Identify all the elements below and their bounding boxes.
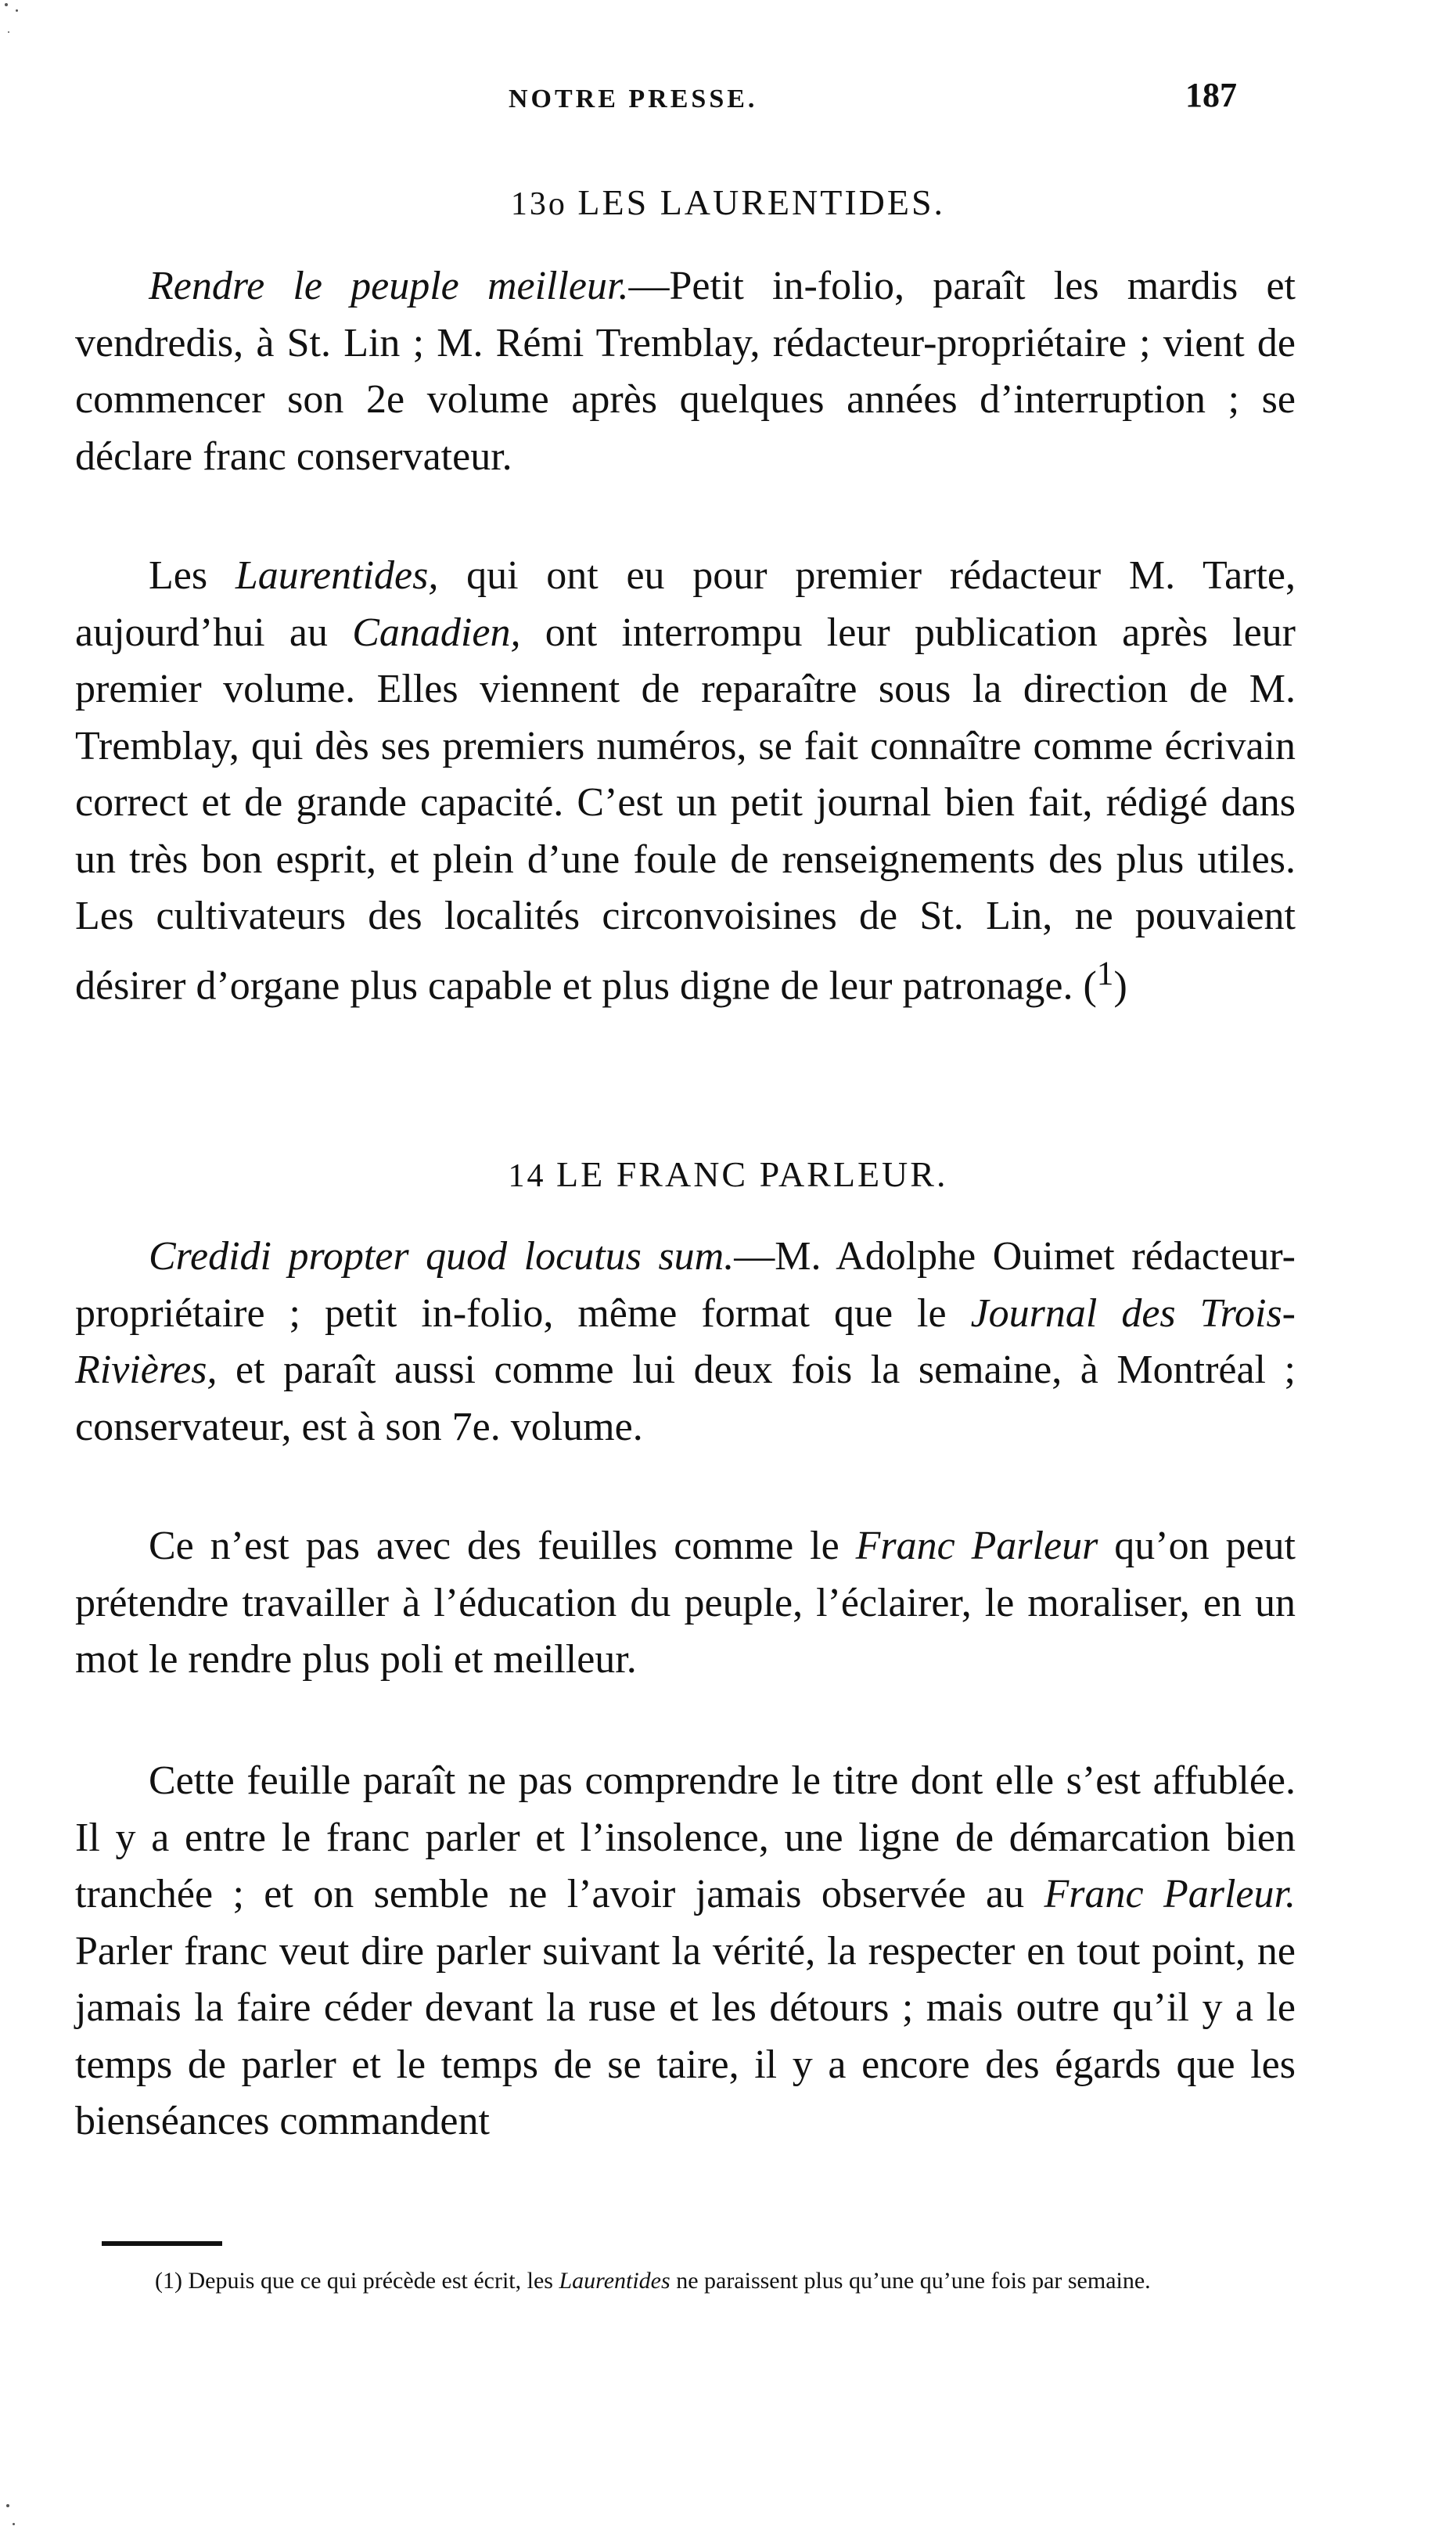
text-run: ont interrompu leur publication après leur premier volume. Elles viennent de reparaître sous la direction de M. Tremblay, qui dès ses premiers numéros, se fait connaître comme écrivain correct et de grande capacité. C’est un petit journal bien fait, rédigé dans un très bon esprit, et plein d’une foule de renseignements des plus utiles. Les cultivateurs des localités circonvoisines de St. Lin, ne pouvaient désirer d’organe plus capable et plus digne de leur patronage. ( (75, 610, 1296, 1008)
text-run: Les (149, 553, 235, 598)
motto: Rendre le peuple meilleur. (149, 264, 629, 308)
text-run: ne paraissent plus qu’une qu’une fois par semaine. (670, 2268, 1151, 2294)
paragraph-franc-parleur-critique (75, 1518, 1296, 1689)
text-run: Ce n’est pas avec des feuilles comme le (149, 1524, 856, 1568)
text-run: Parler franc veut dire parler suivant la vérité, la respecter en tout point, ne jamais la faire céder devant la ruse et les détours ; mais outre qu’il y a le temps de parler et le temps de se taire, il y a encore des égards que les bienséances commandent (75, 1928, 1296, 2143)
footnote-rule (102, 2241, 222, 2246)
journal-name: Canadien, (352, 610, 521, 655)
section-heading-laurentides (0, 182, 1456, 223)
section-title: LES LAURENTIDES. (577, 182, 946, 222)
section-number: 13o (510, 186, 567, 222)
section-title: LE FRANC PARLEUR. (556, 1154, 948, 1194)
journal-name: Laurentides, (235, 553, 439, 598)
journal-name: Laurentides (559, 2268, 670, 2294)
paragraph-laurentides-description (75, 258, 1296, 485)
text-run: Cette feuille paraît ne pas comprendre le titre dont elle s’est affublée. Il y a entre le franc parler et l’insolence, une ligne de démarcation bien tranchée ; et on semble ne l’avoir jamais observée au (75, 1758, 1296, 1916)
running-title: NOTRE PRESSE. (509, 85, 758, 113)
text-run: ) (1113, 963, 1127, 1008)
motto: Credidi propter quod locutus sum. (149, 1234, 735, 1279)
footnote-reference: 1 (1096, 954, 1114, 992)
text-run: et paraît aussi comme lui deux fois la semaine, à Montréal ; conservateur, est à son 7e. volume. (75, 1348, 1296, 1449)
journal-name: Franc Parleur (855, 1524, 1098, 1568)
section-heading-franc-parleur (0, 1153, 1456, 1195)
scan-speck (6, 2504, 9, 2507)
scan-speck (8, 31, 9, 33)
scan-speck (5, 3, 8, 6)
journal-name: Journal des Trois-Rivières, (75, 1290, 1296, 1392)
text-run: Depuis que ce qui précède est écrit, les (182, 2268, 559, 2294)
section-number: 14 (508, 1158, 546, 1194)
text-run: qui ont eu pour premier rédacteur M. Tarte, aujourd’hui au (75, 553, 1296, 655)
footnote-marker: (1) (155, 2268, 182, 2294)
text-run: qu’on peut prétendre travailler à l’éducation du peuple, l’éclairer, le moraliser, en un mot le rendre plus poli et meilleur. (75, 1524, 1296, 1682)
scan-speck (13, 2523, 15, 2525)
paragraph-franc-parleur-title (75, 1753, 1296, 2150)
paragraph-text: —Petit in-folio, paraît les mardis et vendredis, à St. Lin ; M. Rémi Tremblay, rédacteur-propriétaire ; vient de commencer son 2e volume après quelques années d’interruption ; se déclare franc conservateur. (75, 264, 1296, 479)
scan-speck (16, 9, 18, 12)
footnote (86, 2260, 1291, 2302)
paragraph-laurentides-review (75, 548, 1296, 1014)
journal-name: Franc Parleur. (1044, 1872, 1296, 1916)
paragraph-franc-parleur-description (75, 1229, 1296, 1456)
text-run: —M. Adolphe Ouimet rédacteur-propriétaire ; petit in-folio, même format que le (75, 1234, 1296, 1336)
page-number: 187 (1185, 76, 1237, 114)
